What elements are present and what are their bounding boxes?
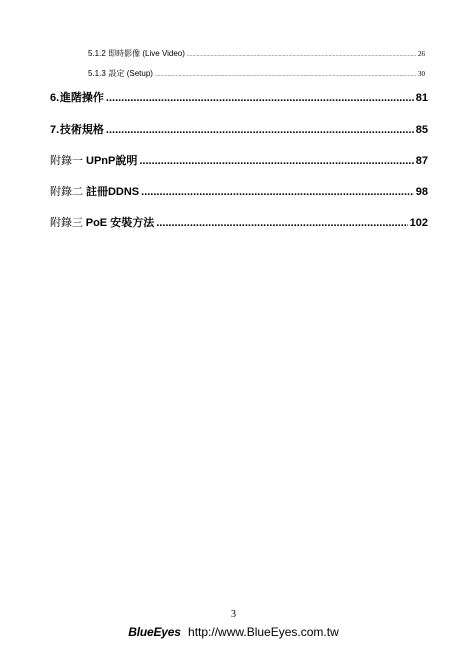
footer-brand-line <box>0 625 467 639</box>
toc-entry-title: 註冊DDNS <box>85 186 140 198</box>
toc-entry-appendix-2[interactable] <box>50 183 428 199</box>
toc-dot-leader <box>106 124 414 136</box>
toc-entry-page: 102 <box>409 217 428 229</box>
toc-entry-number: 附錄二 <box>50 186 83 198</box>
toc-dot-leader <box>187 52 416 58</box>
toc-sub-entry-5-1-3[interactable] <box>88 68 425 79</box>
toc-dot-leader <box>141 186 414 198</box>
toc-entry-title: 技術規格 <box>59 124 104 136</box>
toc-entry-title: PoE 安裝方法 <box>85 217 155 229</box>
toc-entry-page: 30 <box>418 70 425 78</box>
toc-entry-title: UPnP說明 <box>86 155 138 167</box>
toc-dot-leader <box>106 92 414 104</box>
toc-entry-page: 87 <box>415 155 428 167</box>
toc-entry-number: 6. <box>50 92 60 104</box>
toc-entry-page: 26 <box>418 50 425 58</box>
toc-entry-appendix-1[interactable] <box>50 152 428 168</box>
toc-dot-leader <box>155 72 416 78</box>
toc-entry-appendix-3[interactable] <box>50 214 428 230</box>
toc-dot-leader <box>139 155 413 167</box>
toc-dot-leader <box>156 217 407 229</box>
website-url[interactable]: http://www.BlueEyes.com.tw <box>188 625 339 639</box>
page-number: 3 <box>231 609 236 620</box>
toc-entry-number: 附錄一 <box>50 155 83 167</box>
toc-sub-entry-5-1-2[interactable] <box>88 48 425 59</box>
toc-entry-6[interactable] <box>50 89 428 105</box>
toc-entry-title: 進階操作 <box>59 92 104 104</box>
toc-entry-page: 85 <box>415 124 428 136</box>
toc-entry-number: 5.1.2 <box>88 49 106 58</box>
toc-entry-number: 5.1.3 <box>88 69 106 78</box>
toc-entry-7[interactable] <box>50 121 428 137</box>
toc-entry-title: 設定 (Setup) <box>108 69 153 78</box>
brand-logo: BlueEyes <box>128 625 181 639</box>
toc-entry-page: 98 <box>415 186 428 198</box>
toc-entry-number: 附錄三 <box>50 217 83 229</box>
toc-entry-number: 7. <box>50 124 60 136</box>
toc-entry-page: 81 <box>415 92 428 104</box>
toc-entry-title: 即時影像 (Live Video) <box>108 49 185 58</box>
